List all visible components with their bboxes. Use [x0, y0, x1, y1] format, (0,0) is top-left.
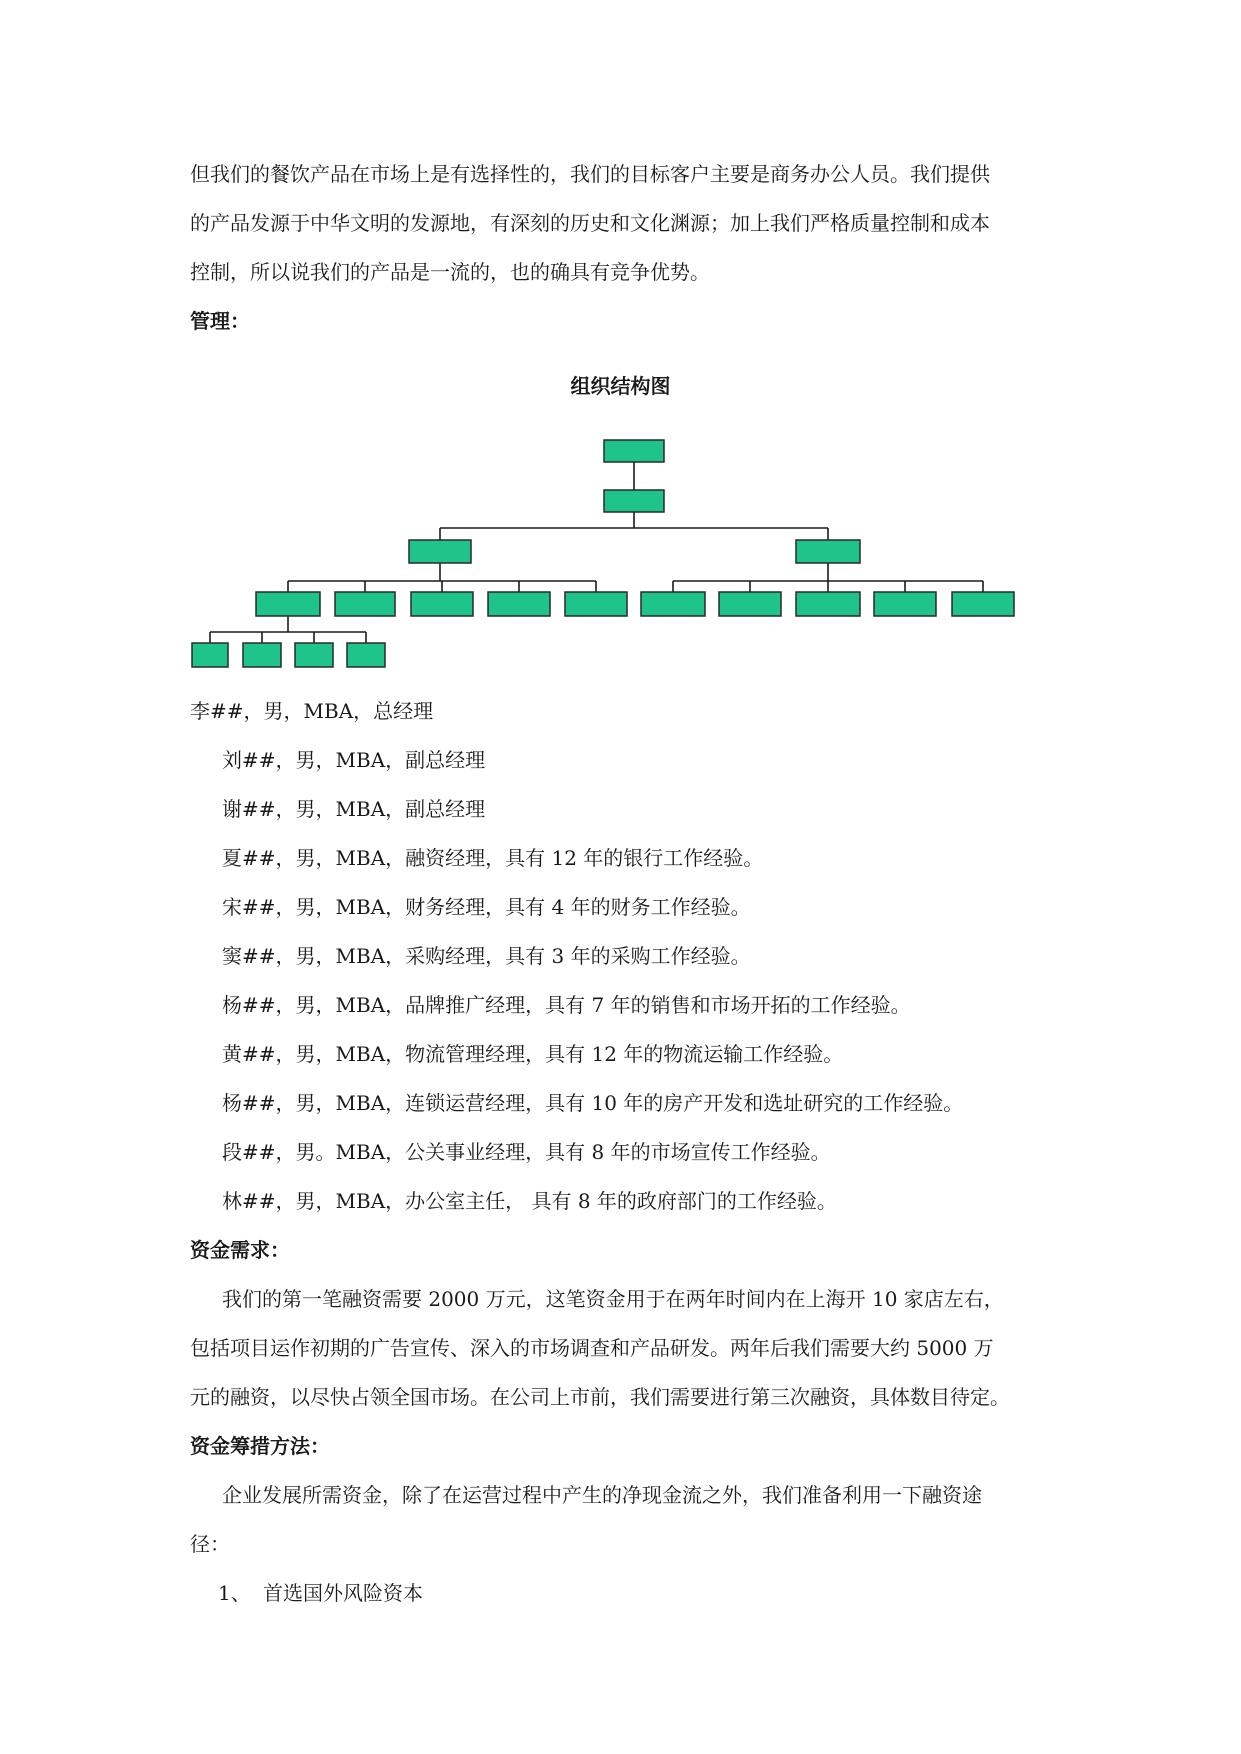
intro-line-1: 但我们的餐饮产品在市场上是有选择性的，我们的目标客户主要是商务办公人员。我们提供: [190, 162, 990, 186]
staff-entry: 杨##，男，MBA，连锁运营经理，具有 10 年的房产开发和选址研究的工作经验。: [222, 1091, 964, 1115]
org-box-right-dept: [796, 592, 860, 616]
org-box-right-vp: [796, 540, 860, 563]
org-box-right-dept: [641, 592, 705, 616]
funding-methods-heading: 资金筹措方法：: [190, 1434, 330, 1458]
org-box-general-manager: [604, 490, 664, 512]
org-box-root: [604, 440, 664, 462]
org-box-sub-unit: [295, 643, 333, 667]
org-box-sub-unit: [243, 643, 281, 667]
org-box-right-dept: [952, 592, 1014, 616]
intro-line-2: 的产品发源于中华文明的发源地，有深刻的历史和文化渊源；加上我们严格质量控制和成本: [190, 211, 990, 235]
staff-entry: 林##，男，MBA，办公室主任， 具有 8 年的政府部门的工作经验。: [222, 1189, 837, 1213]
list-item-text: 首选国外风险资本: [263, 1581, 423, 1605]
funding-needs-heading: 资金需求：: [190, 1238, 290, 1262]
org-box-left-dept: [411, 592, 473, 616]
staff-entry: 谢##，男，MBA，副总经理: [222, 797, 486, 821]
funding-needs-line-1: 我们的第一笔融资需要 2000 万元，这笔资金用于在两年时间内在上海开 10 家店左右，: [222, 1287, 1004, 1311]
staff-entry: 杨##，男，MBA，品牌推广经理，具有 7 年的销售和市场开拓的工作经验。: [222, 993, 911, 1017]
org-box-sub-unit: [192, 643, 228, 667]
list-item-number: 1、: [218, 1581, 251, 1605]
org-chart: [0, 0, 1241, 680]
org-box-left-dept: [335, 592, 395, 616]
staff-entry: 李##，男，MBA，总经理: [190, 699, 434, 723]
org-box-left-dept: [488, 592, 550, 616]
staff-entry: 刘##，男，MBA，副总经理: [222, 748, 486, 772]
org-box-left-vp: [409, 540, 471, 563]
funding-methods-line-1: 企业发展所需资金，除了在运营过程中产生的净现金流之外，我们准备利用一下融资途: [222, 1483, 982, 1507]
org-box-left-dept: [256, 592, 320, 616]
org-box-left-dept: [565, 592, 627, 616]
left-dept-drops: [288, 581, 596, 592]
funding-needs-line-3: 元的融资，以尽快占领全国市场。在公司上市前，我们需要进行第三次融资，具体数目待定。: [190, 1385, 1010, 1409]
funding-needs-line-2: 包括项目运作初期的广告宣传、深入的市场调查和产品研发。两年后我们需要大约 5000 万: [190, 1336, 994, 1360]
org-chart-title: 组织结构图: [570, 374, 671, 398]
management-heading: 管理：: [190, 309, 250, 333]
intro-line-3: 控制，所以说我们的产品是一流的，也的确具有竞争优势。: [190, 260, 710, 284]
staff-entry: 宋##，男，MBA，财务经理，具有 4 年的财务工作经验。: [222, 895, 751, 919]
org-box-right-dept: [719, 592, 781, 616]
staff-entry: 黄##，男，MBA，物流管理经理，具有 12 年的物流运输工作经验。: [222, 1042, 844, 1066]
org-box-right-dept: [874, 592, 936, 616]
staff-entry: 夏##，男，MBA，融资经理，具有 12 年的银行工作经验。: [222, 846, 764, 870]
staff-entry: 窦##，男，MBA，采购经理，具有 3 年的采购工作经验。: [222, 944, 751, 968]
staff-entry: 段##，男。MBA，公关事业经理，具有 8 年的市场宣传工作经验。: [222, 1140, 831, 1164]
org-box-sub-unit: [347, 643, 385, 667]
funding-methods-line-2: 径：: [190, 1532, 230, 1556]
right-dept-drops: [673, 581, 983, 592]
